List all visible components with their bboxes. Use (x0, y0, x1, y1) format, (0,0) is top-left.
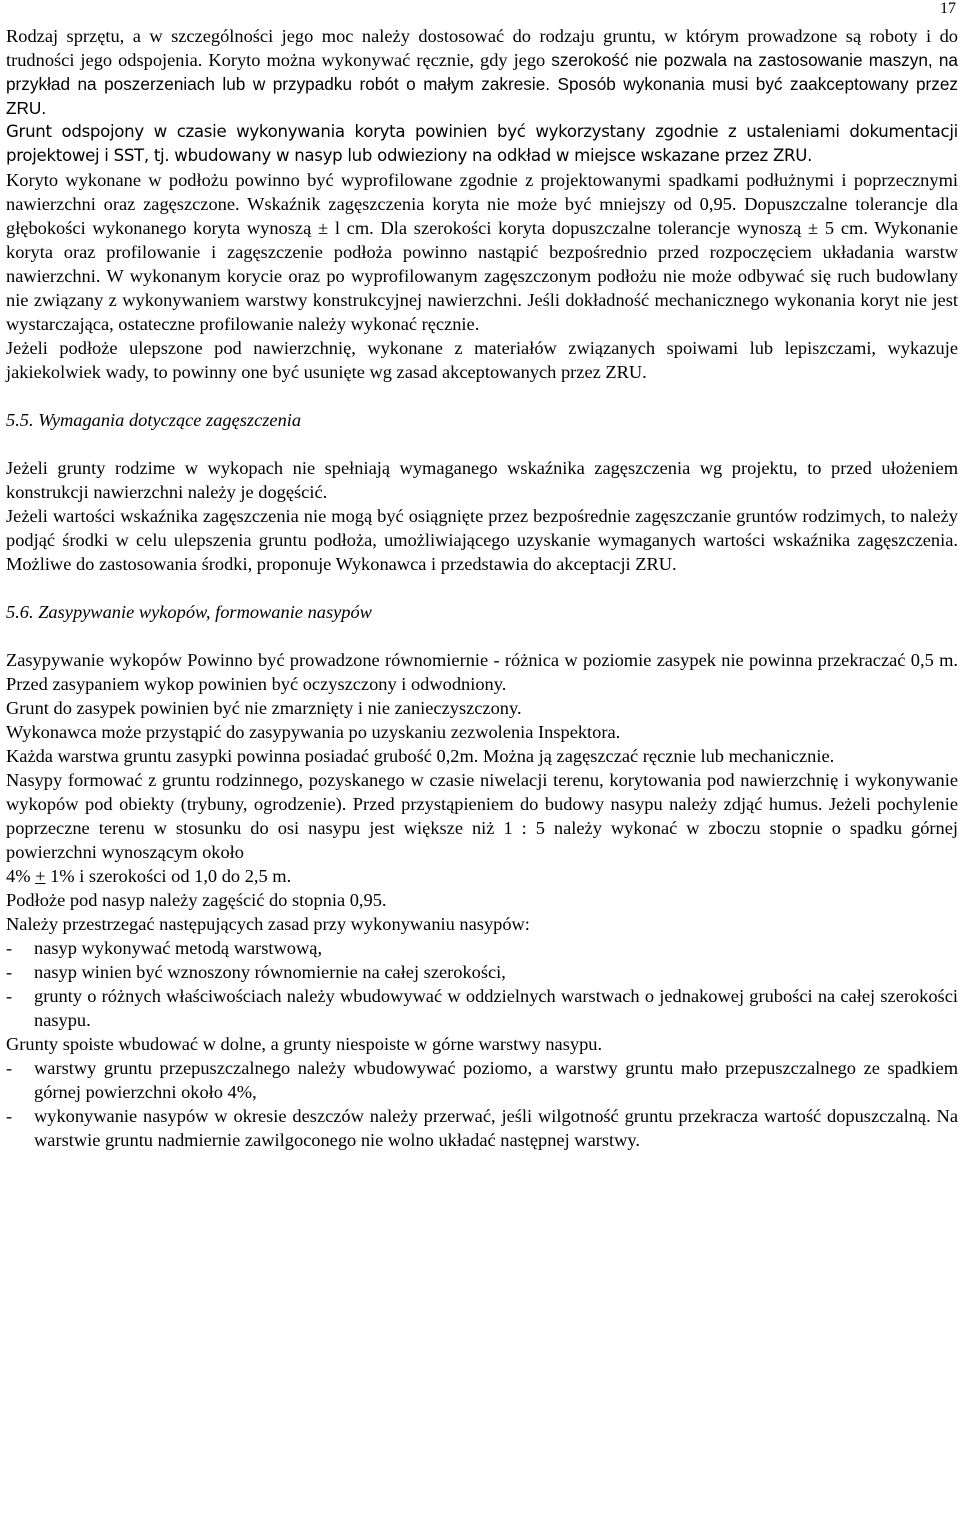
paragraph-excavated-soil: Grunt odspojony w czasie wykonywania koryta powinien być wykorzystany zgodnie z ustaleniami dokumentacji projektowej i SST, tj. wbudowany w nasyp lub odwieziony na odkład w miejsce wskazane przez ZRU. (6, 122, 958, 165)
list-item (6, 960, 958, 984)
section-number: 5.6. (6, 602, 34, 622)
paragraph-embankment-rules: Należy przestrzegać następujących zasad przy wykonywaniu nasypów: (6, 914, 530, 934)
paragraph-equipment-serif-part: Rodzaj sprzętu, a w szczególności jego moc należy dostosować do rodzaju gruntu, w którym prowadzone są roboty i do trudności jego odspojenia. Koryto można wykonywać ręcznie, gdy jego (6, 26, 958, 70)
paragraph-compaction-2: Jeżeli wartości wskaźnika zagęszczenia nie mogą być osiągnięte przez bezpośrednie zagęszczanie gruntów rodzimych, to należy podjąć środki w celu ulepszenia gruntu podłoża, umożliwiającego uzyskanie wymaganych wartości wskaźnika zagęszczenia. Możliwe do zastosowania środki, proponuje Wykonawca i przedstawia do akceptacji ZRU. (6, 506, 958, 574)
section-number: 5.5. (6, 410, 34, 430)
list-item-text: wykonywanie nasypów w okresie deszczów należy przerwać, jeśli wilgotność gruntu przekracza wartość dopuszczalną. Na warstwie gruntu nadmiernie zawilgoconego nie wolno układać następnej warstwy. (34, 1106, 958, 1150)
page-number: 17 (940, 0, 956, 17)
list-dash: - (6, 986, 13, 1006)
section-heading-5-6 (6, 600, 958, 624)
section-heading-5-5 (6, 408, 958, 432)
section-title: Wymagania dotyczące zagęszczenia (38, 410, 302, 430)
paragraph-equipment-sans-part: szerokość nie pozwala na zastosowanie maszyn, na przykład na poszerzeniach lub w przypadku robót o małym zakresie. Sposób wykonania musi być zaakceptowany przez ZRU. (6, 50, 958, 118)
plus-minus: + (35, 866, 46, 886)
paragraph-embankment-base: Podłoże pod nasyp należy zagęścić do stopnia 0,95. (6, 890, 387, 910)
paragraph-improved-subgrade: Jeżeli podłoże ulepszone pod nawierzchnię, wykonane z materiałów związanych spoiwami lub lepiszczami, wykazuje jakiekolwiek wady, to powinny one być usunięte wg zasad akceptowanych przez ZRU. (6, 338, 958, 382)
list-dash: - (6, 962, 13, 982)
slope-rest: 1% i szerokości od 1,0 do 2,5 m. (45, 866, 292, 886)
list-item (6, 984, 958, 1032)
list-item-text: grunty o różnych właściwościach należy wbudowywać w oddzielnych warstwach o jednakowej grubości na całej szerokości nasypu. (34, 986, 958, 1030)
paragraph-embankment-1: Nasypy formować z gruntu rodzinnego, pozyskanego w czasie niwelacji terenu, korytowania pod nawierzchnię i wykonywanie wykopów pod obiekty (trybuny, ogrodzenie). Przed przystąpieniem do budowy nasypu należy zdjąć humus. Jeżeli pochylenie poprzeczne terenu w stosunku do osi nasypu jest większe niż 1 : 5 należy wykonać w zboczu stopnie o spadku górnej powierzchni wynoszącym około (6, 770, 958, 862)
paragraph-backfill-3: Wykonawca może przystąpić do zasypywania po uzyskaniu zezwolenia Inspektora. (6, 722, 621, 742)
list-item (6, 936, 958, 960)
slope-value: 4% (6, 866, 36, 886)
paragraph-cohesive-soils: Grunty spoiste wbudować w dolne, a grunty niespoiste w górne warstwy nasypu. (6, 1034, 603, 1054)
rules-list (6, 936, 958, 1032)
list-item-text: nasyp winien być wznoszony równomiernie na całej szerokości, (34, 962, 506, 982)
paragraph-backfill-4: Każda warstwa gruntu zasypki powinna posiadać grubość 0,2m. Można ją zagęszczać ręcznie lub mechanicznie. (6, 746, 835, 766)
list-item (6, 1056, 958, 1104)
list-item (6, 1104, 958, 1152)
list-item-text: warstwy gruntu przepuszczalnego należy wbudowywać poziomo, a warstwy gruntu mało przepuszczalnego ze spadkiem górnej powierzchni około 4%, (34, 1058, 958, 1102)
list-dash: - (6, 1058, 13, 1078)
list-dash: - (6, 1106, 13, 1126)
paragraph-equipment (6, 24, 958, 120)
paragraph-trough-profile: Koryto wykonane w podłożu powinno być wyprofilowane zgodnie z projektowanymi spadkami podłużnymi i poprzecznymi nawierzchni oraz zagęszczone. Wskaźnik zagęszczenia koryta nie może być mniejszy od 0,95. Dopuszczalne tolerancje dla głębokości wykonanego koryta wynoszą ± l cm. Dla szerokości koryta dopuszczalne tolerancje wynoszą ± 5 cm. Wykonanie koryta oraz profilowanie i zagęszczenie podłoża powinno nastąpić bezpośrednio przed rozpoczęciem układania warstw nawierzchni. W wykonanym korycie oraz po wyprofilowanym zagęszczonym podłożu nie może odbywać się ruch budowlany nie związany z wykonywaniem warstwy konstrukcyjnej nawierzchni. Jeśli dokładność mechanicznego wykonania koryt nie jest wystarczająca, ostateczne profilowanie należy wykonać ręcznie. (6, 170, 958, 334)
section-title: Zasypywanie wykopów, formowanie nasypów (38, 602, 372, 622)
list-dash: - (6, 938, 13, 958)
layers-list (6, 1056, 958, 1152)
paragraph-embankment-slope (6, 864, 958, 888)
list-item-text: nasyp wykonywać metodą warstwową, (34, 938, 323, 958)
document-body (6, 24, 958, 1152)
paragraph-backfill-1: Zasypywanie wykopów Powinno być prowadzone równomiernie - różnica w poziomie zasypek nie powinna przekraczać 0,5 m. Przed zasypaniem wykop powinien być oczyszczony i odwodniony. (6, 650, 958, 694)
paragraph-compaction-1: Jeżeli grunty rodzime w wykopach nie spełniają wymaganego wskaźnika zagęszczenia wg projektu, to przed ułożeniem konstrukcji nawierzchni należy je dogęścić. (6, 458, 958, 502)
paragraph-backfill-2: Grunt do zasypek powinien być nie zmarznięty i nie zanieczyszczony. (6, 698, 522, 718)
